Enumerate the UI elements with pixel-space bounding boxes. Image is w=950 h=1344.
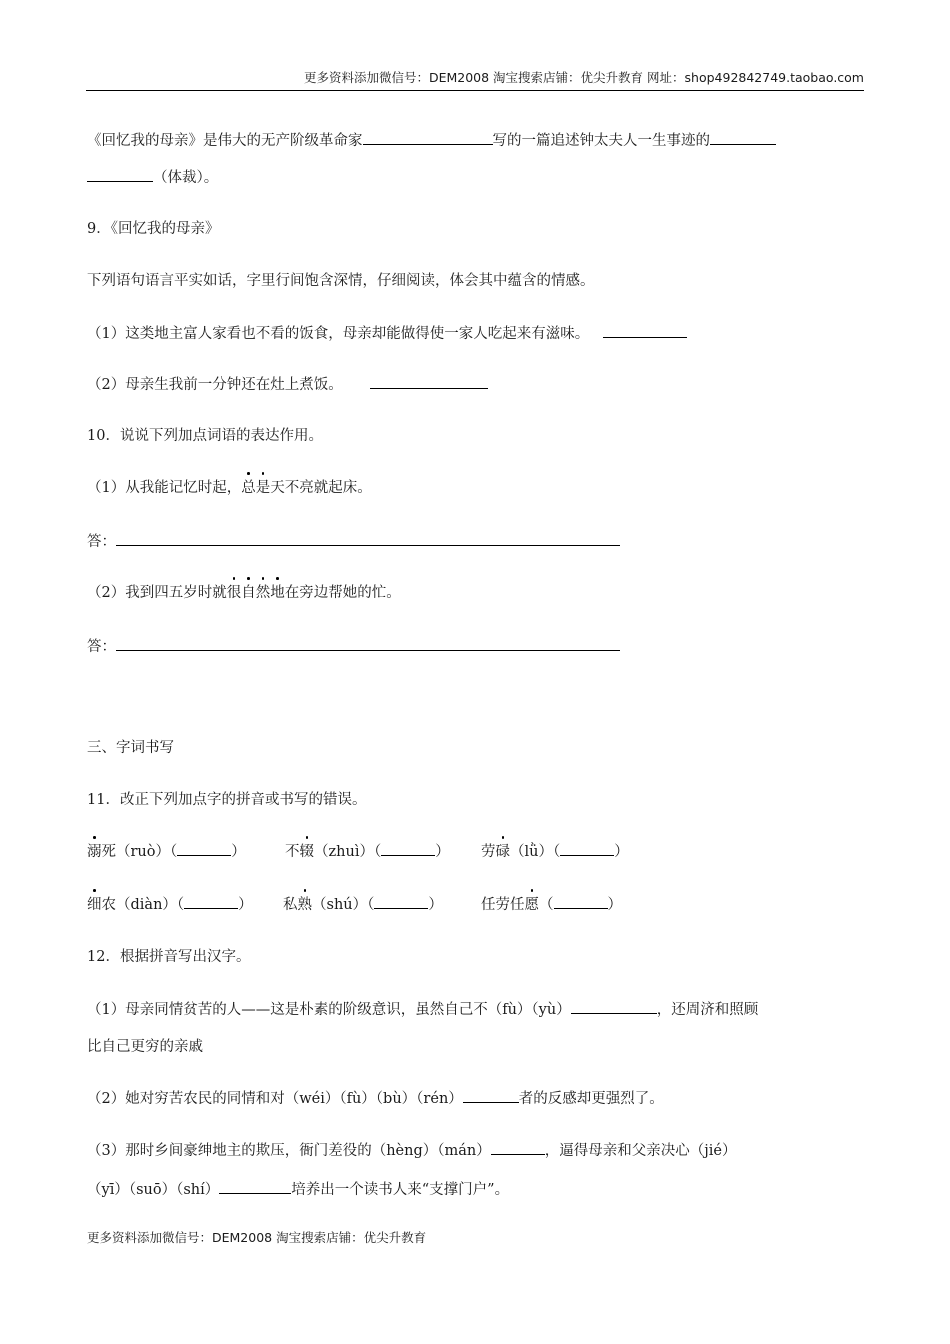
q11-blank[interactable] [560,841,614,856]
q10-dotted-char: 然 [255,585,271,601]
q9-s1-text: （1）这类地主富人家看也不看的饭食，母亲却能做得使一家人吃起来有滋味。 [87,326,590,342]
q8-blank-genre-b[interactable] [87,167,153,182]
q11-dotted-char: 碌 [495,844,510,860]
q12-s3-blank-2[interactable] [219,1179,291,1194]
q11-blank[interactable] [184,894,238,909]
q11-dotted-char: 细 [87,897,102,913]
q11-item: 私熟（shú）（ ） [283,894,443,915]
q10-s2-pre: （2）我到四五岁时就 [87,585,227,601]
q8-blank-author[interactable] [363,130,493,145]
q12-s3d-text: 培养出一个读书人来“支撑门户”。 [291,1182,510,1198]
q9-s1-blank[interactable] [603,323,687,338]
q10-sentence-1 [87,478,372,498]
q10-s2-post: 在旁边帮她的忙。 [284,585,401,601]
q12-s1b-text: ，还周济和照顾 [656,1002,759,1018]
q11-blank[interactable] [177,841,231,856]
q12-sentence-3b [87,1179,509,1200]
q8-text-b: 写的一篇追述钟太夫人一生事迹的 [492,133,710,149]
q12-s3a-text: （3）那时乡间豪绅地主的欺压，衙门差役的（hèng）（mán） [87,1143,491,1159]
q9-sentence-2 [87,374,488,395]
q11-item: 任劳任愿（ ） [481,894,622,915]
q8-blank-genre-a[interactable] [710,130,776,145]
answer-label: 答： [87,639,116,655]
q11-blank[interactable] [374,894,428,909]
q12-sentence-2 [87,1088,664,1109]
q11-dotted-char: 熟 [297,897,312,913]
q9-sentence-1 [87,323,687,344]
q9-s2-blank[interactable] [370,374,488,389]
q10-s1-pre: （1）从我能记忆时起， [87,480,242,496]
q11-blank[interactable] [381,841,435,856]
q12-s3c-text: （yī）（suō）（shí） [87,1182,220,1198]
q9-s2-text: （2）母亲生我前一分钟还在灶上煮饭。 [87,377,343,393]
q10-dotted-char: 是 [255,480,271,496]
q10-answer-1 [87,531,620,552]
q12-s3-blank-1[interactable] [491,1140,545,1155]
q10-answer-2 [87,636,620,657]
q11-item: 细农（diàn）（ ） [87,894,253,915]
q11-item: 不辍（zhuì）（ ） [285,841,450,862]
q8-line-2 [87,167,218,188]
q11-dotted-char: 愿 [524,897,539,913]
q11-blank[interactable] [554,894,608,909]
q12-sentence-1a [87,999,758,1020]
q12-sentence-1b: 比自己更穷的亲戚 [87,1039,203,1055]
q11-title: 11．改正下列加点字的拼音或书写的错误。 [87,792,367,808]
q12-title: 12．根据拼音写出汉字。 [87,949,251,965]
page-header: 更多资料添加微信号：DEM2008 淘宝搜索店铺：优尖升教育 网址：shop492842749.taobao.com [86,68,864,91]
q11-item: 溺死（ruò）（ ） [87,841,246,862]
q8-line-1 [87,130,776,151]
q12-s3b-text: ，逼得母亲和父亲决心（jié） [544,1143,737,1159]
q11-dotted-char: 辍 [299,844,314,860]
q12-s2a-text: （2）她对穷苦农民的同情和对（wéi）（fù）（bù）（rén） [87,1091,463,1107]
q10-dotted-char: 总 [241,480,256,496]
q12-s2b-text: 者的反感却更强烈了。 [518,1091,664,1107]
q8-text-a: 《回忆我的母亲》是伟大的无产阶级革命家 [87,133,363,149]
q12-s1-blank[interactable] [571,999,657,1014]
q12-sentence-3a [87,1140,736,1161]
q10-sentence-2 [87,583,401,603]
q9-title: 9．《回忆我的母亲》 [87,221,220,237]
q10-title: 10．说说下列加点词语的表达作用。 [87,428,323,444]
q12-s2-blank[interactable] [463,1088,519,1103]
q10-answer-1-blank[interactable] [116,531,620,546]
q10-dotted-char: 很 [226,585,242,601]
answer-label: 答： [87,534,116,550]
q11-item: 劳碌（lǜ）（ ） [481,841,629,862]
q12-s1a-text: （1）母亲同情贫苦的人——这是朴素的阶级意识，虽然自己不（fù）（yù） [87,1002,571,1018]
page-footer: 更多资料添加微信号：DEM2008 淘宝搜索店铺：优尖升教育 [87,1230,427,1245]
q10-dotted-char: 地 [270,585,285,601]
q9-intro: 下列语句语言平实如话，字里行间饱含深情，仔细阅读，体会其中蕴含的情感。 [87,273,595,289]
q10-s1-post: 天不亮就起床。 [270,480,372,496]
q11-dotted-char: 溺 [87,844,102,860]
section-3-title: 三、字词书写 [87,740,174,756]
q10-dotted-char: 自 [241,585,256,601]
q8-text-c: （体裁）。 [153,170,219,186]
q10-answer-2-blank[interactable] [116,636,620,651]
